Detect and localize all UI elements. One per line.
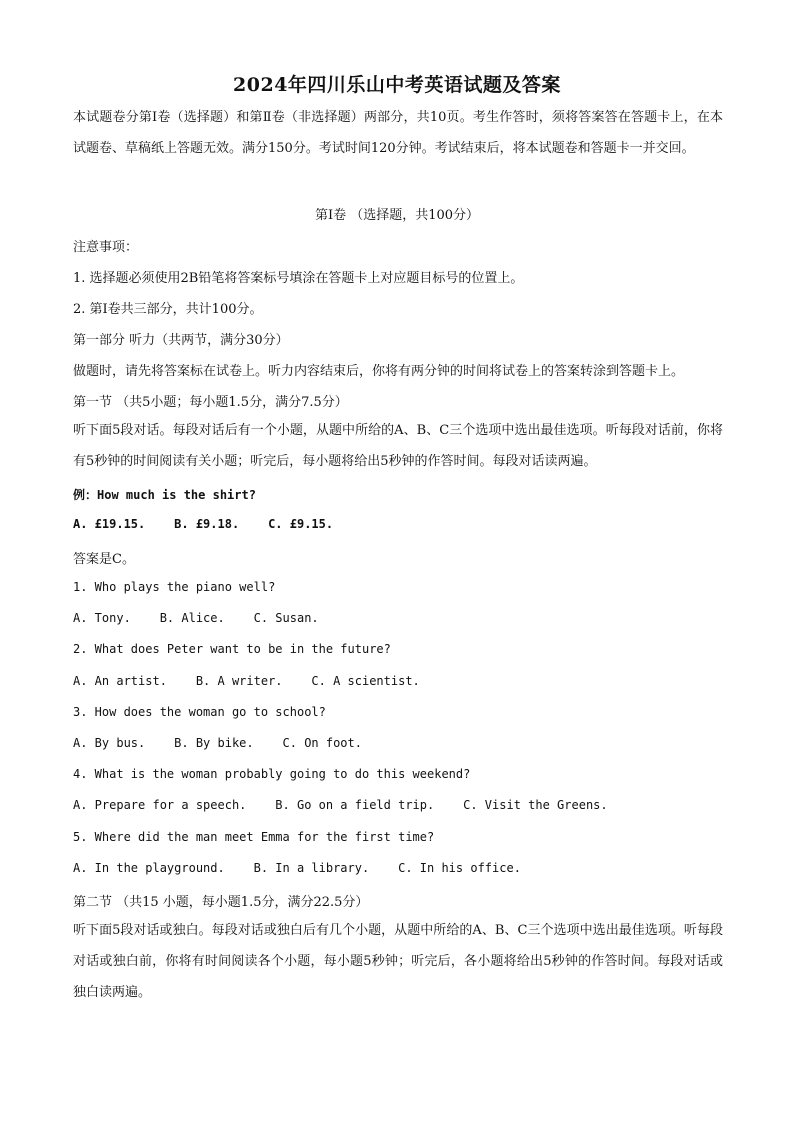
- page-title: 2024年四川乐山中考英语试题及答案: [233, 74, 561, 96]
- question-1-options: A. Tony. B. Alice. C. Susan.: [73, 611, 319, 625]
- example-options: A. £19.15. B. £9.18. C. £9.15.: [73, 517, 334, 531]
- section-a-instruction: 听下面5段对话。每段对话后有一个小题，从题中所给的A、B、C三个选项中选出最佳选项。听每段对话前，你将有5秒钟的时间阅读有关小题；听完后，每小题将给出5秒钟的作答时间。每段对话读两遍。: [73, 423, 723, 469]
- example-question: 例：How much is the shirt?: [73, 488, 256, 502]
- question-3-options: A. By bus. B. By bike. C. On foot.: [73, 736, 362, 750]
- question-5-options: A. In the playground. B. In a library. C. In his office.: [73, 861, 521, 875]
- question-4-options: A. Prepare for a speech. B. Go on a field trip. C. Visit the Greens.: [73, 798, 608, 812]
- intro-paragraph: 本试题卷分第Ⅰ卷（选择题）和第Ⅱ卷（非选择题）两部分，共10页。考生作答时，须将答案答在答题卡上，在本试题卷、草稿纸上答题无效。满分150分。考试时间120分钟。考试结束后，将本试题卷和答题卡一并交回。: [73, 110, 723, 156]
- notes-item-1: 1. 选择题必须使用2B铅笔将答案标号填涂在答题卡上对应题目标号的位置上。: [73, 271, 524, 286]
- question-2-options: A. An artist. B. A writer. C. A scientist.: [73, 674, 420, 688]
- section-b-instruction: 听下面5段对话或独白。每段对话或独白后有几个小题，从题中所给的A、B、C三个选项中选出最佳选项。听每段对话或独白前，你将有时间阅读各个小题，每小题5秒钟；听完后，各小题将给出5秒钟的作答时间。每段对话或独白读两遍。: [73, 923, 723, 1000]
- question-5: 5. Where did the man meet Emma for the first time?: [73, 830, 435, 844]
- section-b-heading: 第二节 （共15 小题，每小题1.5分，满分22.5分）: [73, 895, 369, 910]
- part1-heading: 第一部分 听力（共两节，满分30分）: [73, 333, 289, 348]
- question-4: 4. What is the woman probably going to do this weekend?: [73, 767, 471, 781]
- section-a-heading: 第一节 （共5小题；每小题1.5分，满分7.5分）: [73, 395, 348, 410]
- question-1: 1. Who plays the piano well?: [73, 580, 276, 594]
- part1-instruction: 做题时，请先将答案标在试卷上。听力内容结束后，你将有两分钟的时间将试卷上的答案转涂到答题卡上。: [73, 364, 685, 379]
- example-answer: 答案是C。: [73, 552, 135, 567]
- notes-heading: 注意事项：: [73, 240, 139, 255]
- notes-item-2: 2. 第Ⅰ卷共三部分，共计100分。: [73, 302, 263, 317]
- question-3: 3. How does the woman go to school?: [73, 705, 326, 719]
- section1-title: 第Ⅰ卷 （选择题，共100分）: [314, 208, 480, 223]
- question-2: 2. What does Peter want to be in the future?: [73, 642, 391, 656]
